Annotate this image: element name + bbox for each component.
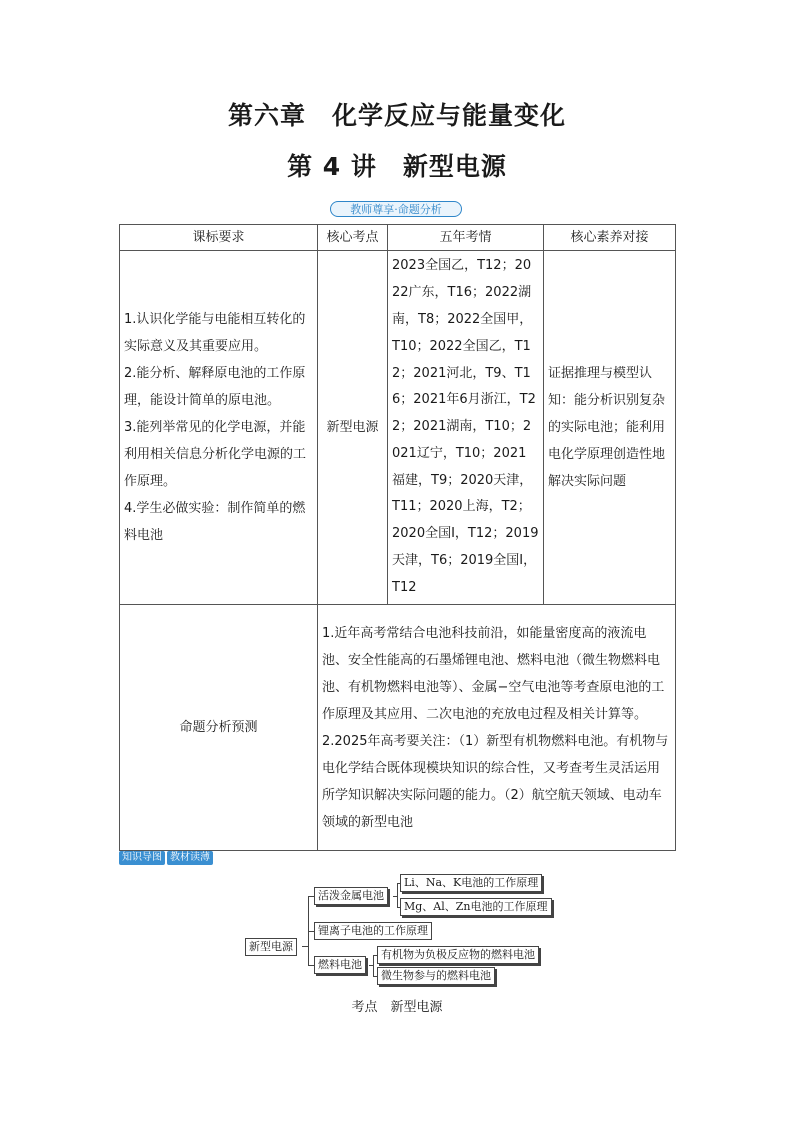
requirements-cell [120, 251, 318, 605]
connector [373, 955, 374, 976]
teacher-banner: 教师尊享·命题分析 [330, 201, 462, 217]
mindmap-leaf-mg-al-zn: Mg、Al、Zn电池的工作原理 [400, 898, 552, 916]
tag-textbook-reading: 教材读薄 [167, 851, 213, 865]
exam-history-cell: 2023全国乙，T12；2022广东，T16；2022湖南，T8；2022全国甲，T10；2022全国乙，T12；2021河北，T9、T16；2021年6月浙江，T22；2021湖南，T10；2021辽宁，T10；2021福建，T9；2020天津，T11；2020上海，T2；2020全国Ⅰ，T12；2019天津，T6；2019全国Ⅰ，T12 [388, 251, 544, 605]
mindmap-branch-lithium-ion: 锂离子电池的工作原理 [314, 922, 432, 940]
analysis-table [119, 224, 676, 851]
mindmap-branch-active-metal: 活泼金属电池 [314, 887, 388, 905]
requirement-4: 4.学生必做实验：制作简单的燃料电池 [124, 501, 306, 543]
header-core-point: 核心考点 [318, 225, 388, 251]
mindmap-branch-fuel: 燃料电池 [314, 956, 366, 974]
table-header-row [120, 225, 676, 251]
section-caption: 考点 新型电源 [351, 1000, 443, 1015]
section-tags [119, 851, 213, 865]
requirement-3: 3.能列举常见的化学电源，并能利用相关信息分析化学电源的工作原理。 [124, 420, 307, 489]
mindmap-leaf-microbe: 微生物参与的燃料电池 [377, 967, 495, 985]
mindmap-leaf-li-na-k: Li、Na、K电池的工作原理 [400, 874, 542, 892]
requirement-1: 1.认识化学能与电能相互转化的实际意义及其重要应用。 [124, 312, 306, 354]
mindmap-root: 新型电源 [245, 938, 297, 956]
literacy-cell: 证据推理与模型认知：能分析识别复杂的实际电池；能利用电化学原理创造性地解决实际问题 [544, 251, 676, 605]
prediction-1: 1.近年高考常结合电池科技前沿，如能量密度高的液流电池、安全性能高的石墨烯锂电池、燃料电池（微生物燃料电池、有机物燃料电池等）、金属−空气电池等考查原电池的工作原理及其应用、二次电池的充放电过程及相关计算等。 [322, 625, 665, 722]
header-exam-history: 五年考情 [388, 225, 544, 251]
chapter-title: 第六章 化学反应与能量变化 [227, 101, 566, 130]
requirement-2: 2.能分析、解释原电池的工作原理，能设计简单的原电池。 [124, 366, 306, 408]
mindmap-leaf-organic: 有机物为负极反应物的燃料电池 [377, 946, 539, 964]
header-requirements: 课标要求 [120, 225, 318, 251]
table-row [120, 251, 676, 605]
prediction-2: 2.2025年高考要关注：（1）新型有机物燃料电池。有机物与电化学结合既体现模块知识的综合性，又考查考生灵活运用所学知识解决实际问题的能力。（2）航空航天领域、电动车领域的新型电池 [322, 733, 669, 830]
connector [397, 883, 398, 908]
lesson-title: 第 4 讲 新型电源 [287, 152, 507, 181]
tag-knowledge-map: 知识导图 [119, 851, 165, 865]
prediction-label-cell: 命题分析预测 [120, 605, 318, 851]
header-literacy: 核心素养对接 [544, 225, 676, 251]
table-row [120, 605, 676, 851]
prediction-cell [318, 605, 676, 851]
core-point-cell: 新型电源 [318, 251, 388, 605]
